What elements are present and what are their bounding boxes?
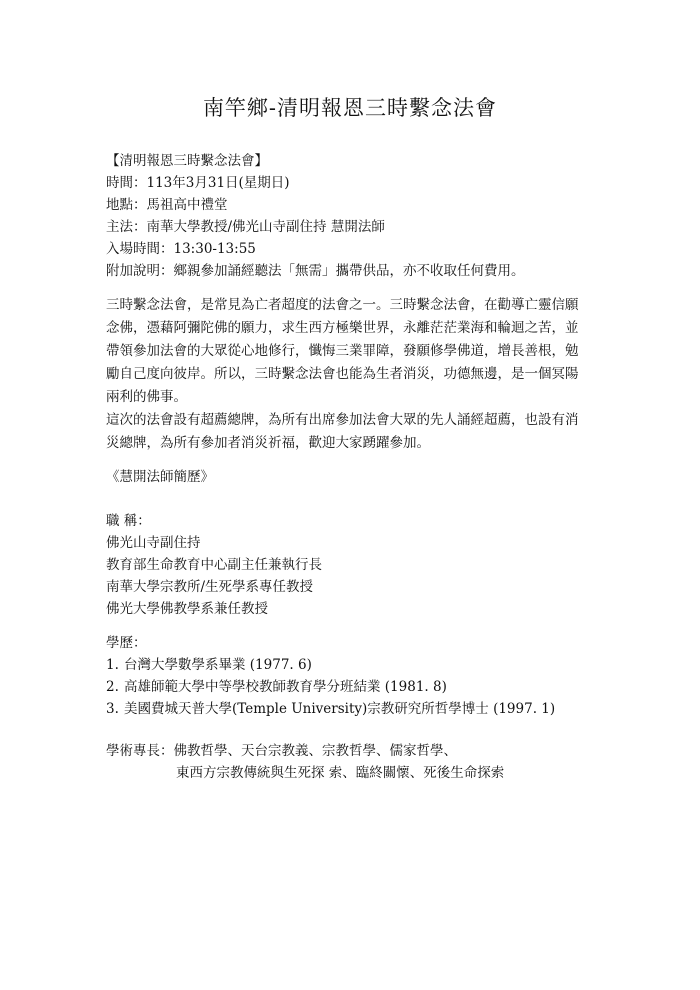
position-item: 教育部生命教育中心副主任兼執行長 <box>106 557 322 573</box>
expertise-line: 學術專長：佛教哲學、天台宗教義、宗教哲學、儒家哲學、 <box>106 743 457 759</box>
education-num: 2. <box>106 679 119 695</box>
bio-heading-text: 《慧開法師簡歷》 <box>106 469 214 485</box>
intro-line: 三時繫念法會，是常見為亡者超度的法會之一。三時繫念法會，在勸導亡靈信願 <box>106 297 579 313</box>
event-info <box>106 150 606 282</box>
document-title: 南竿鄉-清明報恩三時繫念法會 <box>202 96 498 120</box>
bio-positions <box>106 510 606 620</box>
education-text: 美國費城天普大學(Temple University)宗教研究所哲學博士 (1997. 1) <box>124 701 556 717</box>
event-heading: 【清明報恩三時繫念法會】 <box>106 153 268 169</box>
education-text: 高雄師範大學中等學校教師教育學分班結業 (1981. 8) <box>124 679 447 695</box>
intro-paragraph <box>106 294 606 455</box>
bio-expertise <box>106 740 606 784</box>
education-item <box>106 654 606 676</box>
bio-heading <box>106 466 606 488</box>
intro-line: 勵自己度向彼岸。所以，三時繫念法會也能為生者消災，功德無邊，是一個冥陽 <box>106 366 579 382</box>
position-item: 佛光大學佛教學系兼任教授 <box>106 601 268 617</box>
intro-line: 帶領參加法會的大眾從心地修行，懺悔三業罪障，發願修學佛道，增長善根，勉 <box>106 343 579 359</box>
education-item <box>106 676 606 698</box>
event-time: 時間：113年3月31日(星期日) <box>106 175 290 191</box>
event-location: 地點：馬祖高中禮堂 <box>106 197 228 213</box>
expertise-line: 東西方宗教傳統與生死探 索、臨終關懷、死後生命探索 <box>176 765 505 781</box>
intro-line: 災總牌，為所有參加者消災祈福，歡迎大家踴躍參加。 <box>106 435 430 451</box>
event-note: 附加說明：鄉親參加誦經聽法「無需」攜帶供品，亦不收取任何費用。 <box>106 263 525 279</box>
bio-education <box>106 632 606 720</box>
intro-line: 兩利的佛事。 <box>106 389 187 405</box>
education-label: 學歷： <box>106 635 147 651</box>
education-text: 台灣大學數學系畢業 (1977. 6) <box>124 657 312 673</box>
event-host: 主法：南華大學教授/佛光山寺副住持 慧開法師 <box>106 219 385 235</box>
positions-label: 職 稱： <box>106 513 151 529</box>
position-item: 南華大學宗教所/生死學系專任教授 <box>106 579 314 595</box>
intro-line: 這次的法會設有超薦總牌，為所有出席參加法會大眾的先人誦經超薦，也設有消 <box>106 412 579 428</box>
event-entry-time: 入場時間：13:30-13:55 <box>106 241 256 257</box>
intro-line: 念佛，憑藉阿彌陀佛的願力，求生西方極樂世界，永離茫茫業海和輪迴之苦，並 <box>106 320 579 336</box>
position-item: 佛光山寺副住持 <box>106 535 201 551</box>
education-num: 3. <box>106 701 119 717</box>
education-item <box>106 698 606 720</box>
education-num: 1. <box>106 657 119 673</box>
